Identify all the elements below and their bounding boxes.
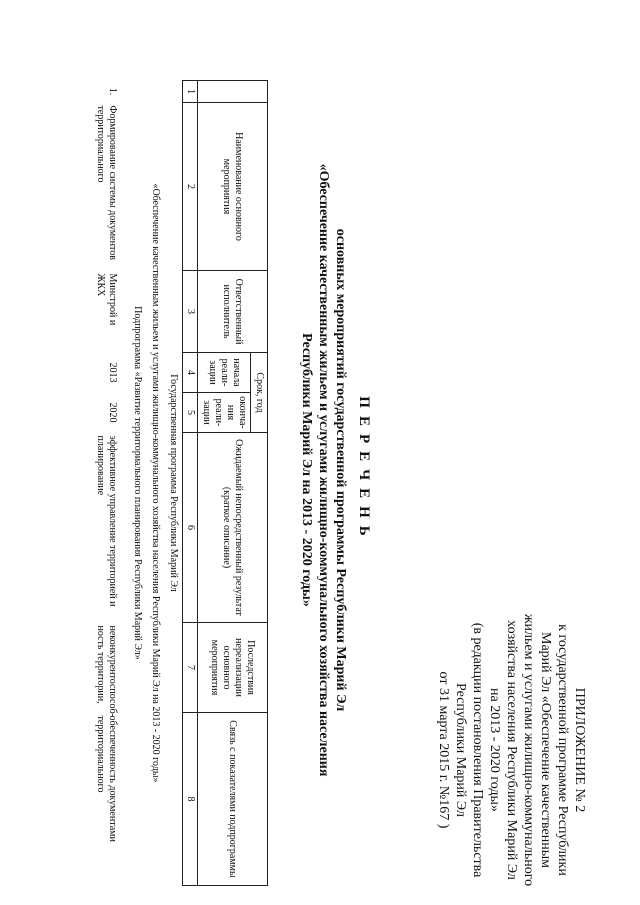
column-number: 4	[183, 353, 198, 393]
row-consequence: неконкурентоспособ-ность территории,	[95, 625, 118, 717]
header-start: начала реали-зации	[198, 353, 251, 393]
section-row	[128, 81, 146, 886]
subprogram-title: Подпрограмма «Развитие территориального планирования Республики Марий Эл»	[132, 306, 143, 660]
title-line: основных мероприятий государственной программы Республики Марий Эл	[333, 228, 348, 712]
header-period: Срок, год	[251, 353, 268, 433]
row-end-year: 2020	[107, 402, 118, 423]
column-number: 1	[183, 81, 198, 103]
title-line: Республики Марий Эл на 2013 - 2020 годы»	[299, 333, 314, 607]
row-executor: Минстрой и ЖКХ	[95, 273, 118, 326]
appendix-line: от 31 марта 2015 г. №167 )	[436, 671, 451, 829]
appendix-block	[435, 600, 588, 900]
appendix-line: к государственной программе Республики	[555, 624, 570, 876]
column-number: 2	[183, 103, 198, 271]
header-consequence: Последствия нереализации основного мероприятия	[198, 623, 268, 713]
column-number: 8	[183, 713, 198, 886]
column-number: 5	[183, 393, 198, 433]
column-numbers-row	[183, 81, 198, 886]
row-number: 1.	[107, 87, 118, 96]
title-line: «Обеспечение качественным жильем и услугами жилищно-коммунального хозяйства населения	[316, 163, 331, 777]
appendix-line: жильем и услугами жилищно-коммунального	[521, 613, 536, 887]
header-result: Ожидаемый непосредственный результат (краткое описание)	[198, 433, 268, 623]
appendix-line: Республики Марий Эл	[453, 683, 468, 817]
appendix-line: (в редакции постановления Правительства	[470, 622, 485, 878]
section-title: Государственная программа Республики Марий Эл	[164, 81, 183, 886]
header-executor: Ответственный исполнитель	[198, 271, 268, 353]
column-number: 3	[183, 271, 198, 353]
table-row	[92, 81, 128, 886]
row-expected-result: эффективное управление территорией и планирование	[95, 435, 118, 607]
title-main: ПЕРЕЧЕНЬ	[356, 396, 372, 544]
row-start-year: 2013	[107, 362, 118, 383]
appendix-line: хозяйства населения Республики Марий Эл	[504, 620, 519, 880]
section-row	[146, 81, 164, 886]
section-title: «Обеспечение качественным жильем и услугами жилищно-коммунального хозяйства населения Республики Марий Эл на 2013 - 2020 годы»	[150, 183, 161, 783]
document-title	[298, 120, 372, 820]
appendix-line: Марий Эл «Обеспечение качественным	[538, 632, 553, 868]
column-number: 6	[183, 433, 198, 623]
appendix-line: на 2013 - 2020 годы»	[487, 688, 502, 812]
header-link: Связь с показателями подпрограммы	[198, 713, 268, 886]
column-number: 7	[183, 623, 198, 713]
header-col1	[198, 81, 268, 103]
row-indicator-link: обеспеченность документами территориального	[95, 715, 118, 842]
header-name: Наименование основного мероприятия	[198, 103, 268, 271]
appendix-line: ПРИЛОЖЕНИЕ № 2	[572, 687, 587, 813]
section-row	[164, 81, 183, 886]
measures-table	[92, 80, 268, 886]
header-end: оконча-ния реали-зации	[198, 393, 251, 433]
row-measure-name: Формирование системы документов территориального	[95, 105, 118, 260]
